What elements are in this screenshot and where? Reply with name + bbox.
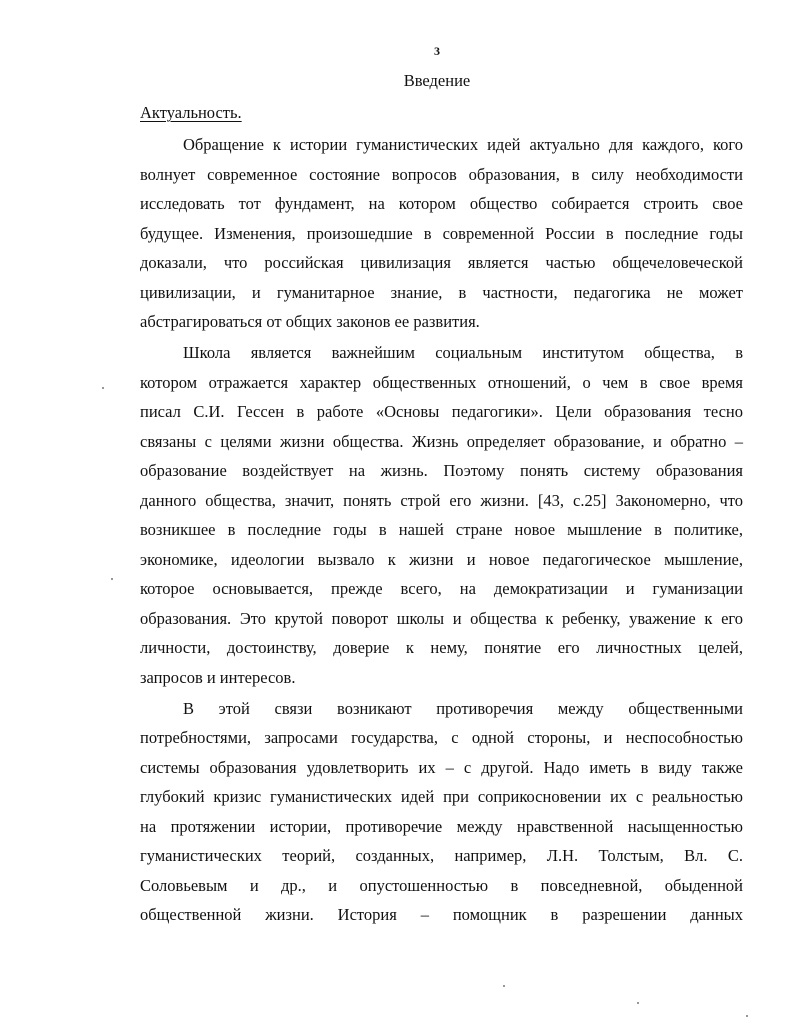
scan-speck <box>503 985 505 987</box>
text-line: волнует современное состояние вопросов образования, в силу необходимости <box>140 164 743 184</box>
text-line: В этой связи возникают противоречия между общественными <box>183 698 743 718</box>
text-line: гуманистических теорий, созданных, например, Л.Н. Толстым, Вл. С. <box>140 846 743 865</box>
text-line: личности, достоинству, доверие к нему, понятие его личностных целей, <box>140 638 743 657</box>
text-line: запросов и интересов. <box>140 667 296 687</box>
text-line: системы образования удовлетворить их – с другой. Надо иметь в виду также <box>140 757 743 777</box>
text-line: Обращение к истории гуманистических идей актуально для каждого, кого <box>183 135 743 154</box>
section-heading: Актуальность. <box>140 103 242 122</box>
text-line: абстрагироваться от общих законов ее развития. <box>140 312 480 331</box>
scan-speck <box>637 1002 639 1004</box>
body-text <box>140 130 743 930</box>
paragraph-2 <box>140 338 743 692</box>
text-line: экономике, идеологии вызвало к жизни и новое педагогическое мышление, <box>140 549 743 569</box>
text-line: общественной жизни. История – помощник в разрешении данных <box>140 905 743 924</box>
text-line: цивилизации, и гуманитарное знание, в частности, педагогика не может <box>140 282 743 302</box>
paragraph-3 <box>140 694 743 930</box>
text-line: Школа является важнейшим социальным институтом общества, в <box>183 343 743 362</box>
scan-speck <box>746 1015 748 1017</box>
text-line: на протяжении истории, противоречие между нравственной насыщенностью <box>140 816 743 836</box>
text-line: доказали, что российская цивилизация является частью общечеловеческой <box>140 253 743 272</box>
page-title: Введение <box>403 71 471 90</box>
text-line: образования. Это крутой поворот школы и общества к ребенку, уважение к его <box>140 608 743 628</box>
text-line: будущее. Изменения, произошедшие в современной России в последние годы <box>140 223 743 243</box>
text-line: потребностями, запросами государства, с одной стороны, и неспособностью <box>140 728 743 747</box>
text-line: которое основывается, прежде всего, на демократизации и гуманизации <box>140 579 743 598</box>
text-line: данного общества, значит, понять строй его жизни. [43, с.25] Закономерно, что <box>140 490 743 510</box>
scan-speck <box>102 387 104 389</box>
paragraph-1 <box>140 130 743 337</box>
text-line: котором отражается характер общественных отношений, о чем в свое время <box>140 372 743 392</box>
text-line: Соловьевым и др., и опустошенностью в повседневной, обыденной <box>140 875 743 895</box>
page-number: 3 <box>434 44 440 58</box>
scan-speck <box>111 578 113 580</box>
text-line: глубокий кризис гуманистических идей при соприкосновении их с реальностью <box>140 787 743 806</box>
text-line: писал С.И. Гессен в работе «Основы педагогики». Цели образования тесно <box>140 402 743 421</box>
text-line: возникшее в последние годы в нашей стране новое мышление в политике, <box>140 520 743 539</box>
text-line: исследовать тот фундамент, на котором общество собирается строить свое <box>140 194 743 213</box>
text-line: связаны с целями жизни общества. Жизнь определяет образование, и обратно – <box>140 431 743 451</box>
text-line: образование воздействует на жизнь. Поэтому понять систему образования <box>140 461 743 480</box>
